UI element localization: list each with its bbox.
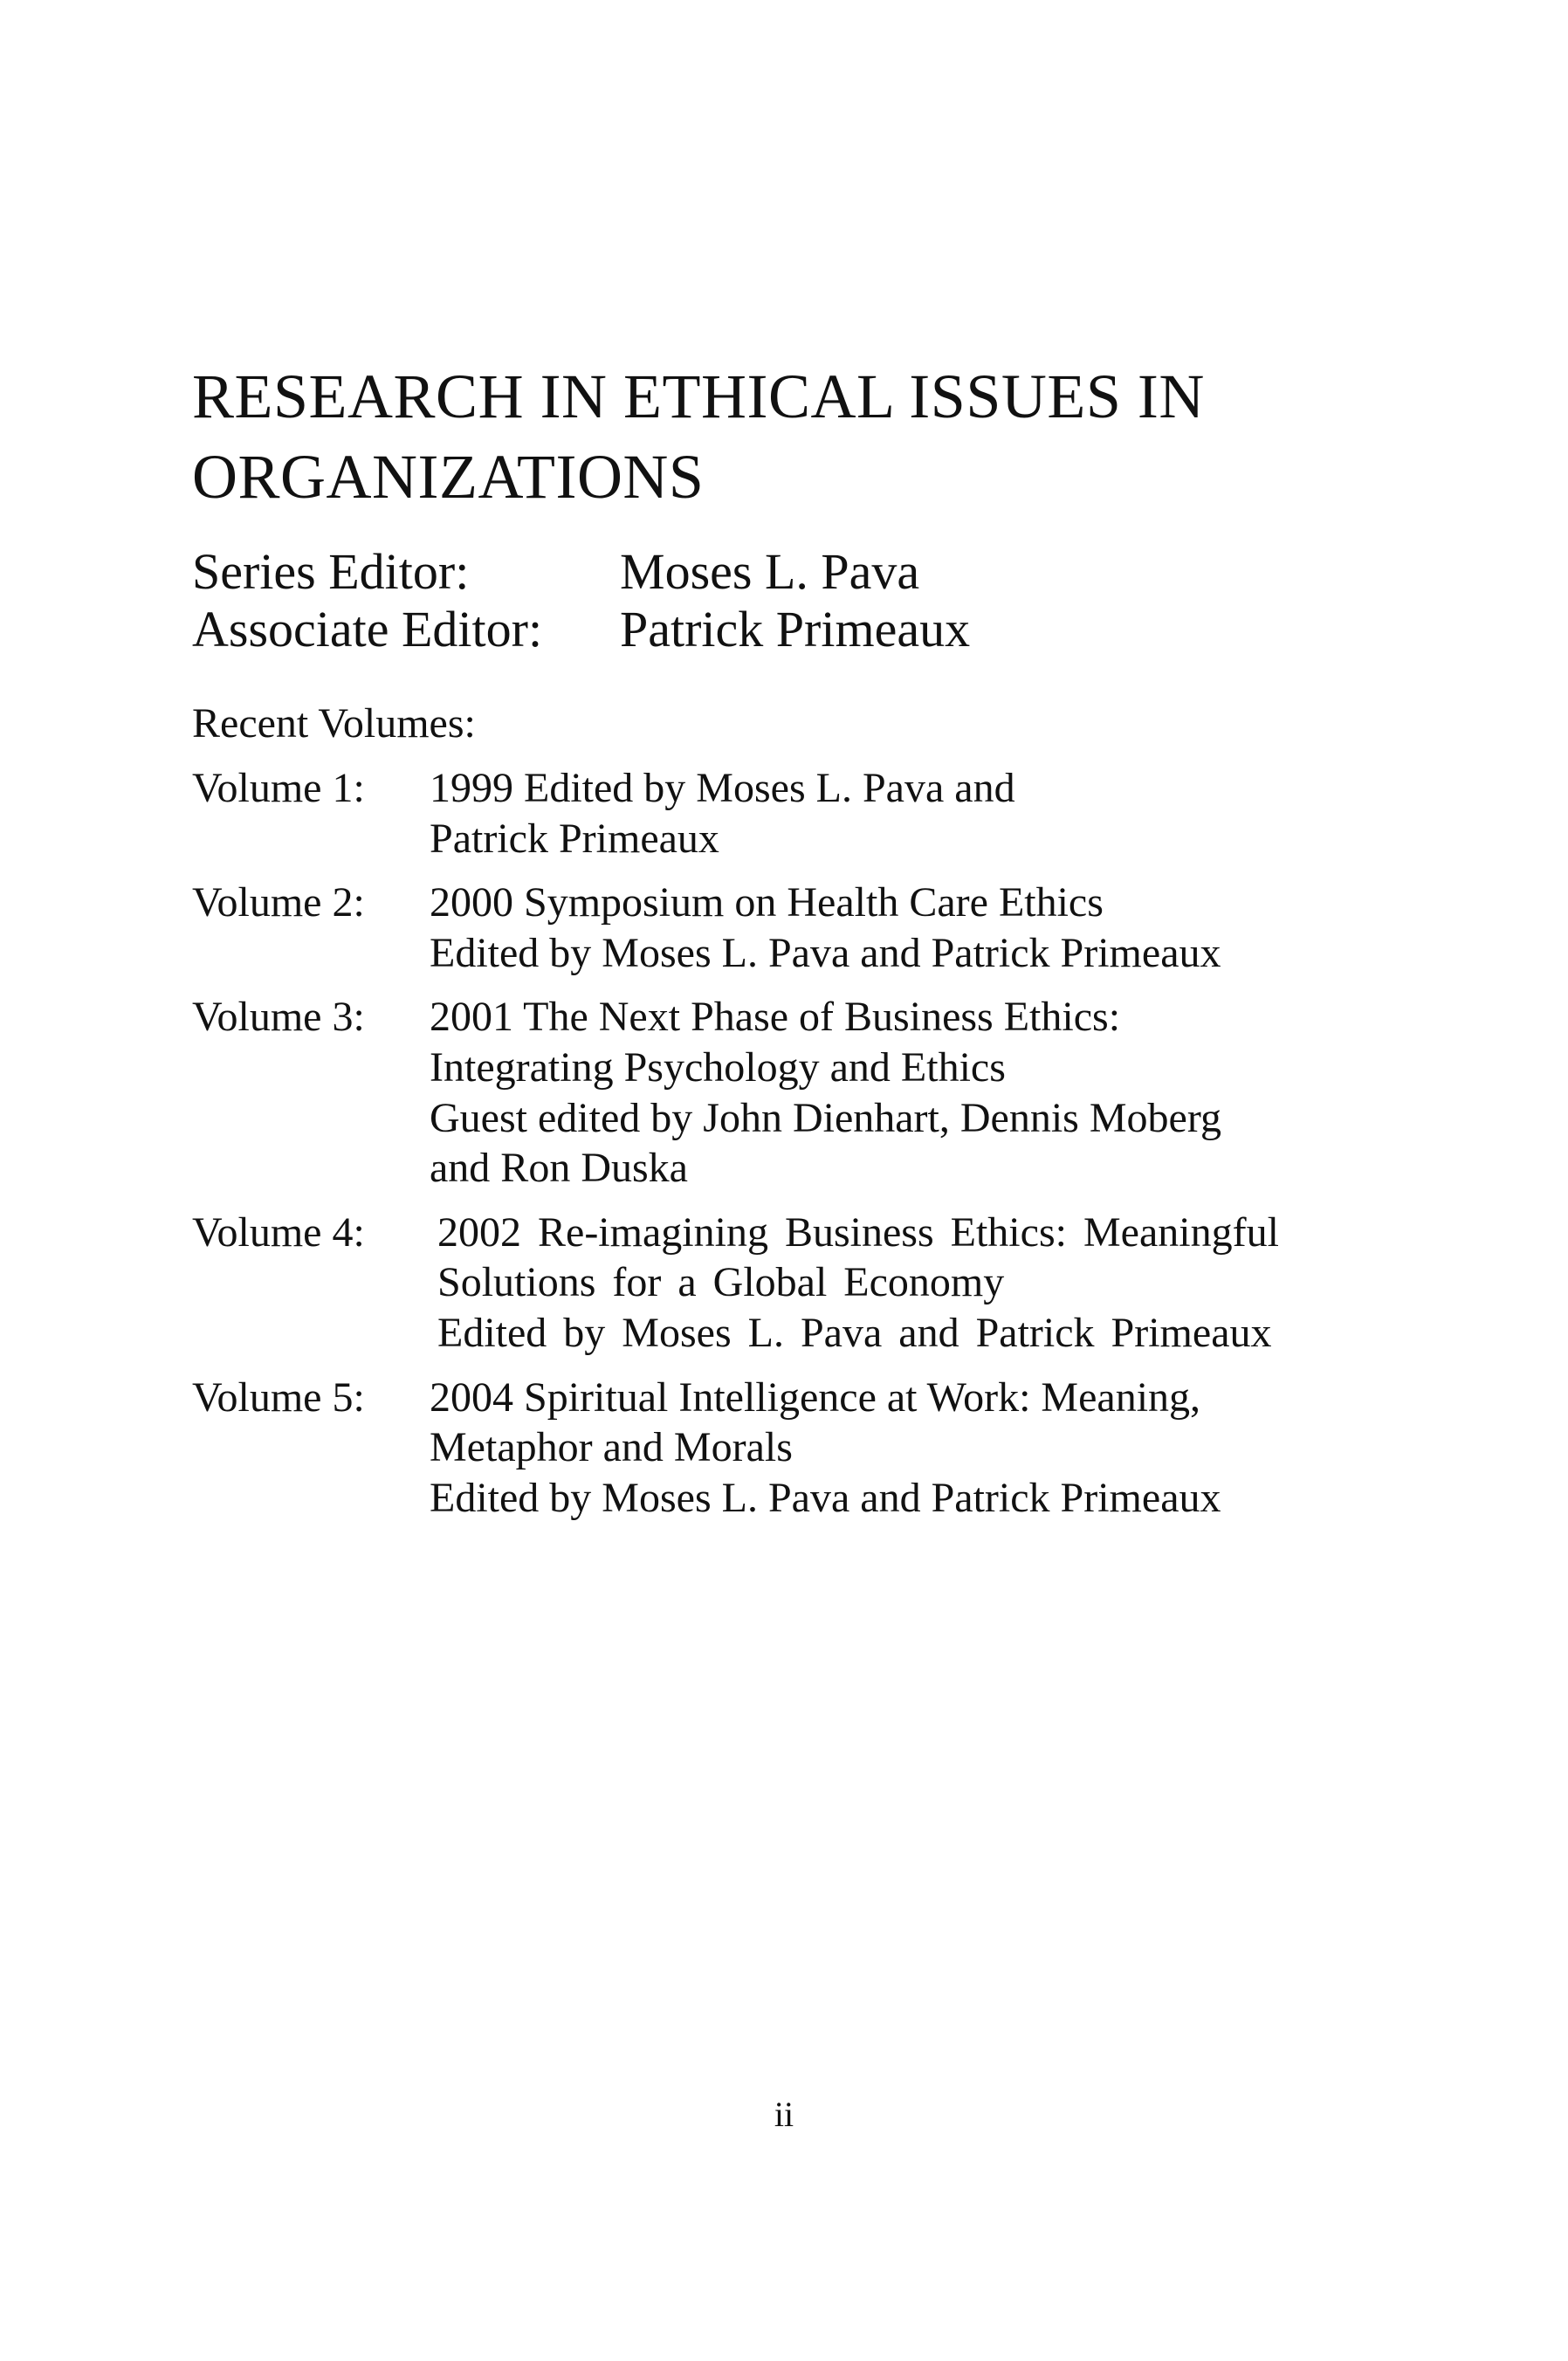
associate-editor-row bbox=[192, 601, 970, 658]
editor-name: Moses L. Pava bbox=[620, 543, 920, 600]
editors-block bbox=[192, 543, 970, 658]
volume-line: Patrick Primeaux bbox=[430, 815, 719, 862]
volume-line: Edited by Moses L. Pava and Patrick Primeaux bbox=[430, 1474, 1221, 1521]
editor-role: Associate Editor: bbox=[192, 601, 543, 657]
volume-line: Integrating Psychology and Ethics bbox=[430, 1043, 1006, 1091]
volume-line: 1999 Edited by Moses L. Pava and bbox=[430, 765, 1015, 811]
volume-description bbox=[430, 1373, 1221, 1524]
editor-role: Series Editor: bbox=[192, 543, 470, 600]
volume-entry bbox=[192, 878, 1414, 978]
volume-description bbox=[430, 992, 1221, 1193]
series-title bbox=[192, 356, 1414, 517]
volume-line: Solutions for a Global Economy bbox=[437, 1259, 1005, 1306]
volume-description bbox=[437, 1208, 1279, 1359]
editor-name: Patrick Primeaux bbox=[620, 601, 971, 657]
volume-entry bbox=[192, 763, 1414, 864]
volume-label: Volume 5: bbox=[192, 1373, 365, 1421]
recent-volumes-heading: Recent Volumes: bbox=[192, 700, 476, 747]
volume-line: Edited by Moses L. Pava and Patrick Primeaux bbox=[437, 1309, 1272, 1356]
volume-line: 2000 Symposium on Health Care Ethics bbox=[430, 879, 1104, 926]
volume-list bbox=[192, 763, 1414, 1537]
volume-entry bbox=[192, 1208, 1414, 1359]
volume-line: Edited by Moses L. Pava and Patrick Primeaux bbox=[430, 929, 1221, 976]
volume-description bbox=[430, 763, 1015, 864]
volume-label: Volume 2: bbox=[192, 879, 365, 926]
volume-line: 2002 Re-imagining Business Ethics: Meaningful bbox=[437, 1208, 1279, 1256]
volume-entry bbox=[192, 992, 1414, 1193]
volume-line: Guest edited by John Dienhart, Dennis Moberg bbox=[430, 1094, 1221, 1141]
volume-label: Volume 4: bbox=[192, 1208, 365, 1256]
volume-line: 2004 Spiritual Intelligence at Work: Meaning, bbox=[430, 1373, 1201, 1421]
volume-line: 2001 The Next Phase of Business Ethics: bbox=[430, 994, 1121, 1041]
page-number: ii bbox=[774, 2095, 794, 2134]
series-title-line: RESEARCH IN ETHICAL ISSUES IN bbox=[192, 361, 1205, 431]
volume-entry bbox=[192, 1373, 1414, 1524]
volume-label: Volume 3: bbox=[192, 994, 365, 1041]
volume-description bbox=[430, 878, 1221, 978]
volume-line: and Ron Duska bbox=[430, 1145, 688, 1192]
series-title-line: ORGANIZATIONS bbox=[192, 442, 705, 512]
volume-label: Volume 1: bbox=[192, 765, 365, 811]
volume-line: Metaphor and Morals bbox=[430, 1424, 793, 1471]
series-editor-row bbox=[192, 543, 970, 601]
